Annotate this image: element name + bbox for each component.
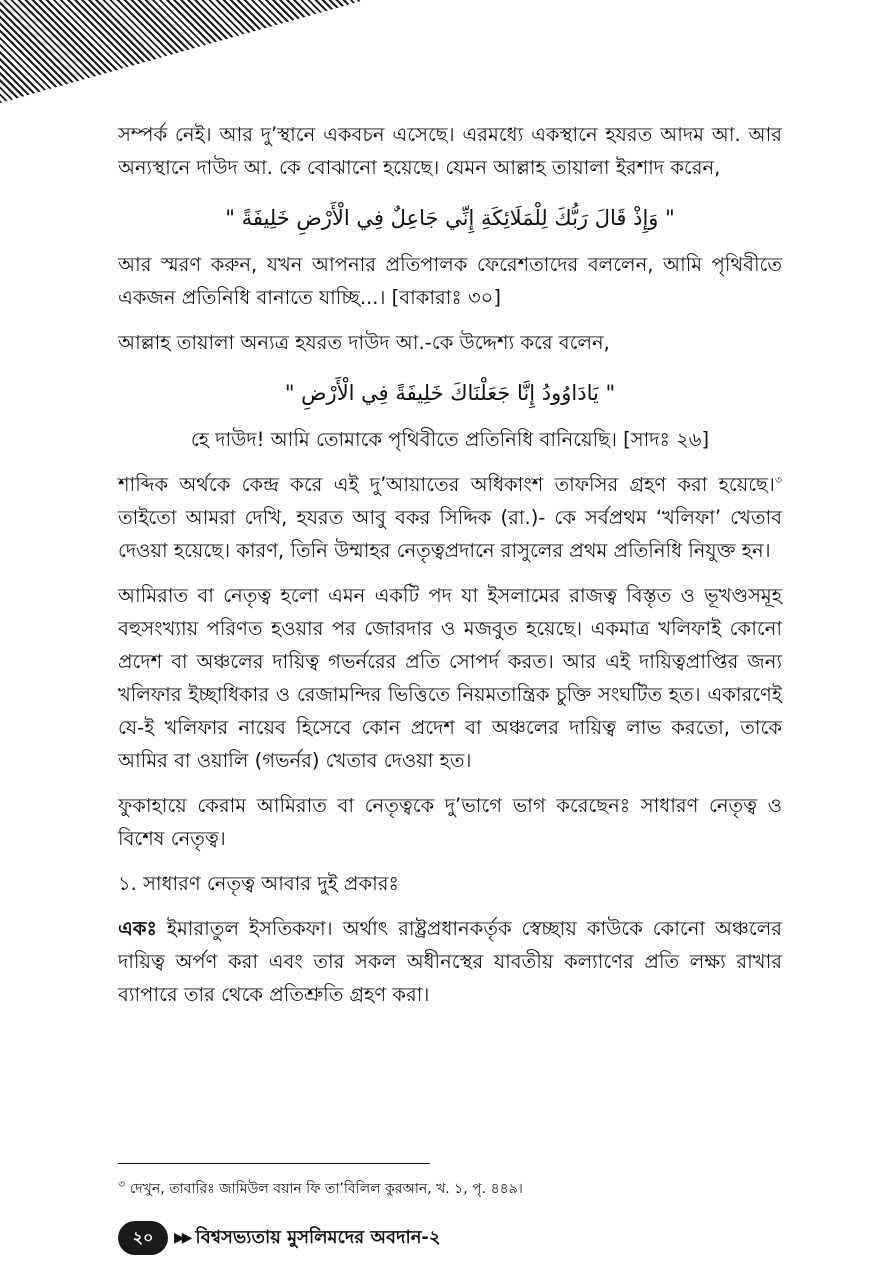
page-body bbox=[118, 118, 782, 1011]
corner-decoration bbox=[0, 0, 365, 103]
paragraph-2: আর স্মরণ করুন, যখন আপনার প্রতিপালক ফেরেশতাদের বললেন, আমি পৃথিবীতে একজন প্রতিনিধি বানাতে যাচ্ছি...। [বাকারাঃ ৩০] bbox=[118, 253, 782, 309]
paragraph-9-text: ইমারাতুল ইসতিকফা। অর্থাৎ রাষ্ট্রপ্রধানকর্তৃক স্বেচ্ছায় কাউকে কোনো অঞ্চলের দায়িত্ব অর্পণ করা এবং তার সকল অধীনস্থের যাবতীয় কল্যাণের প্রতি লক্ষ্য রাখার ব্যাপারে তার থেকে প্রতিশ্রুতি গ্রহণ করা। bbox=[118, 917, 782, 1006]
paragraph-4: হে দাউদ! আমি তোমাকে পৃথিবীতে প্রতিনিধি বানিয়েছি। [সাদঃ ২৬] bbox=[190, 428, 710, 451]
page-number: ২০ bbox=[118, 1221, 168, 1255]
footnote-marker: ৩ bbox=[118, 1177, 126, 1191]
book-title: বিশ্বসভ্যতায় মুসলিমদের অবদান-২ bbox=[195, 1226, 441, 1248]
paragraph-9 bbox=[118, 912, 782, 1011]
paragraph-3: আল্লাহ তায়ালা অন্যত্র হযরত দাউদ আ.-কে উদ্দেশ্য করে বলেন, bbox=[118, 331, 610, 354]
page-footer bbox=[118, 1220, 441, 1256]
paragraph-9-label: একঃ bbox=[118, 917, 157, 940]
paragraph-5 bbox=[118, 468, 782, 567]
double-arrow-icon: ▶▶ bbox=[174, 1230, 190, 1246]
paragraph-8: ১. সাধারণ নেতৃত্ব আবার দুই প্রকারঃ bbox=[118, 872, 399, 895]
footnote-reference[interactable]: ৩ bbox=[774, 473, 782, 487]
paragraph-7: ফুকাহায়ে কেরাম আমিরাত বা নেতৃত্বকে দু’ভাগে ভাগ করেছেনঃ সাধারণ নেতৃত্ব ও বিশেষ নেতৃত্ব। bbox=[118, 794, 782, 850]
footnote-text: দেখুন, তাবারিঃ জামিউল বয়ান ফি তা’বিলিল কুরআন, খ. ১, পৃ. ৪৪৯। bbox=[125, 1181, 523, 1197]
arabic-verse-1: " وَإِذْ قَالَ رَبُّكَ لِلْمَلَائِكَةِ إِنِّي جَاعِلٌ فِي الْأَرْضِ خَلِيفَةً " bbox=[225, 206, 675, 230]
paragraph-5-start: শাব্দিক অর্থকে কেন্দ্র করে এই দু’আয়াতের অধিকাংশ তাফসির গ্রহণ করা হয়েছে। bbox=[118, 473, 775, 496]
arabic-verse-2: " يَادَاوُودُ إِنَّا جَعَلْنَاكَ خَلِيفَةً فِي الْأَرْضِ " bbox=[284, 381, 616, 405]
paragraph-1: সম্পর্ক নেই। আর দু’স্থানে একবচন এসেছে। এরমধ্যে একস্থানে হযরত আদম আ. আর অন্যস্থানে দাউদ আ. কে বোঝানো হয়েছে। যেমন আল্লাহ তায়ালা ইরশাদ করেন, bbox=[118, 123, 782, 179]
footnote bbox=[118, 1179, 523, 1199]
footnote-divider bbox=[118, 1163, 430, 1164]
paragraph-6: আমিরাত বা নেতৃত্ব হলো এমন একটি পদ যা ইসলামের রাজত্ব বিস্তৃত ও ভূখণ্ডসমূহ বহুসংখ্যায় পরিণত হওয়ার পর জোরদার ও মজবুত হয়েছে। একমাত্র খলিফাই কোনো প্রদেশ বা অঞ্চলের দায়িত্ব গভর্নরের প্রতি সোপর্দ করত। আর এই দায়িত্বপ্রাপ্তির জন্য খলিফার ইচ্ছাধিকার ও রেজামন্দির ভিত্তিতে নিয়মতান্ত্রিক চুক্তি সংঘটিত হত। একারণেই যে-ই খলিফার নায়েব হিসেবে কোন প্রদেশ বা অঞ্চলের দায়িত্ব লাভ করতো, তাকে আমির বা ওয়ালি (গভর্নর) খেতাব দেওয়া হত। bbox=[118, 584, 782, 772]
paragraph-5-rest: তাইতো আমরা দেখি, হযরত আবু বকর সিদ্দিক (রা.)- কে সর্বপ্রথম ‘খলিফা’ খেতাব দেওয়া হয়েছে। কারণ, তিনি উম্মাহর নেতৃত্বপ্রদানে রাসুলের প্রথম প্রতিনিধি নিযুক্ত হন। bbox=[118, 506, 782, 562]
